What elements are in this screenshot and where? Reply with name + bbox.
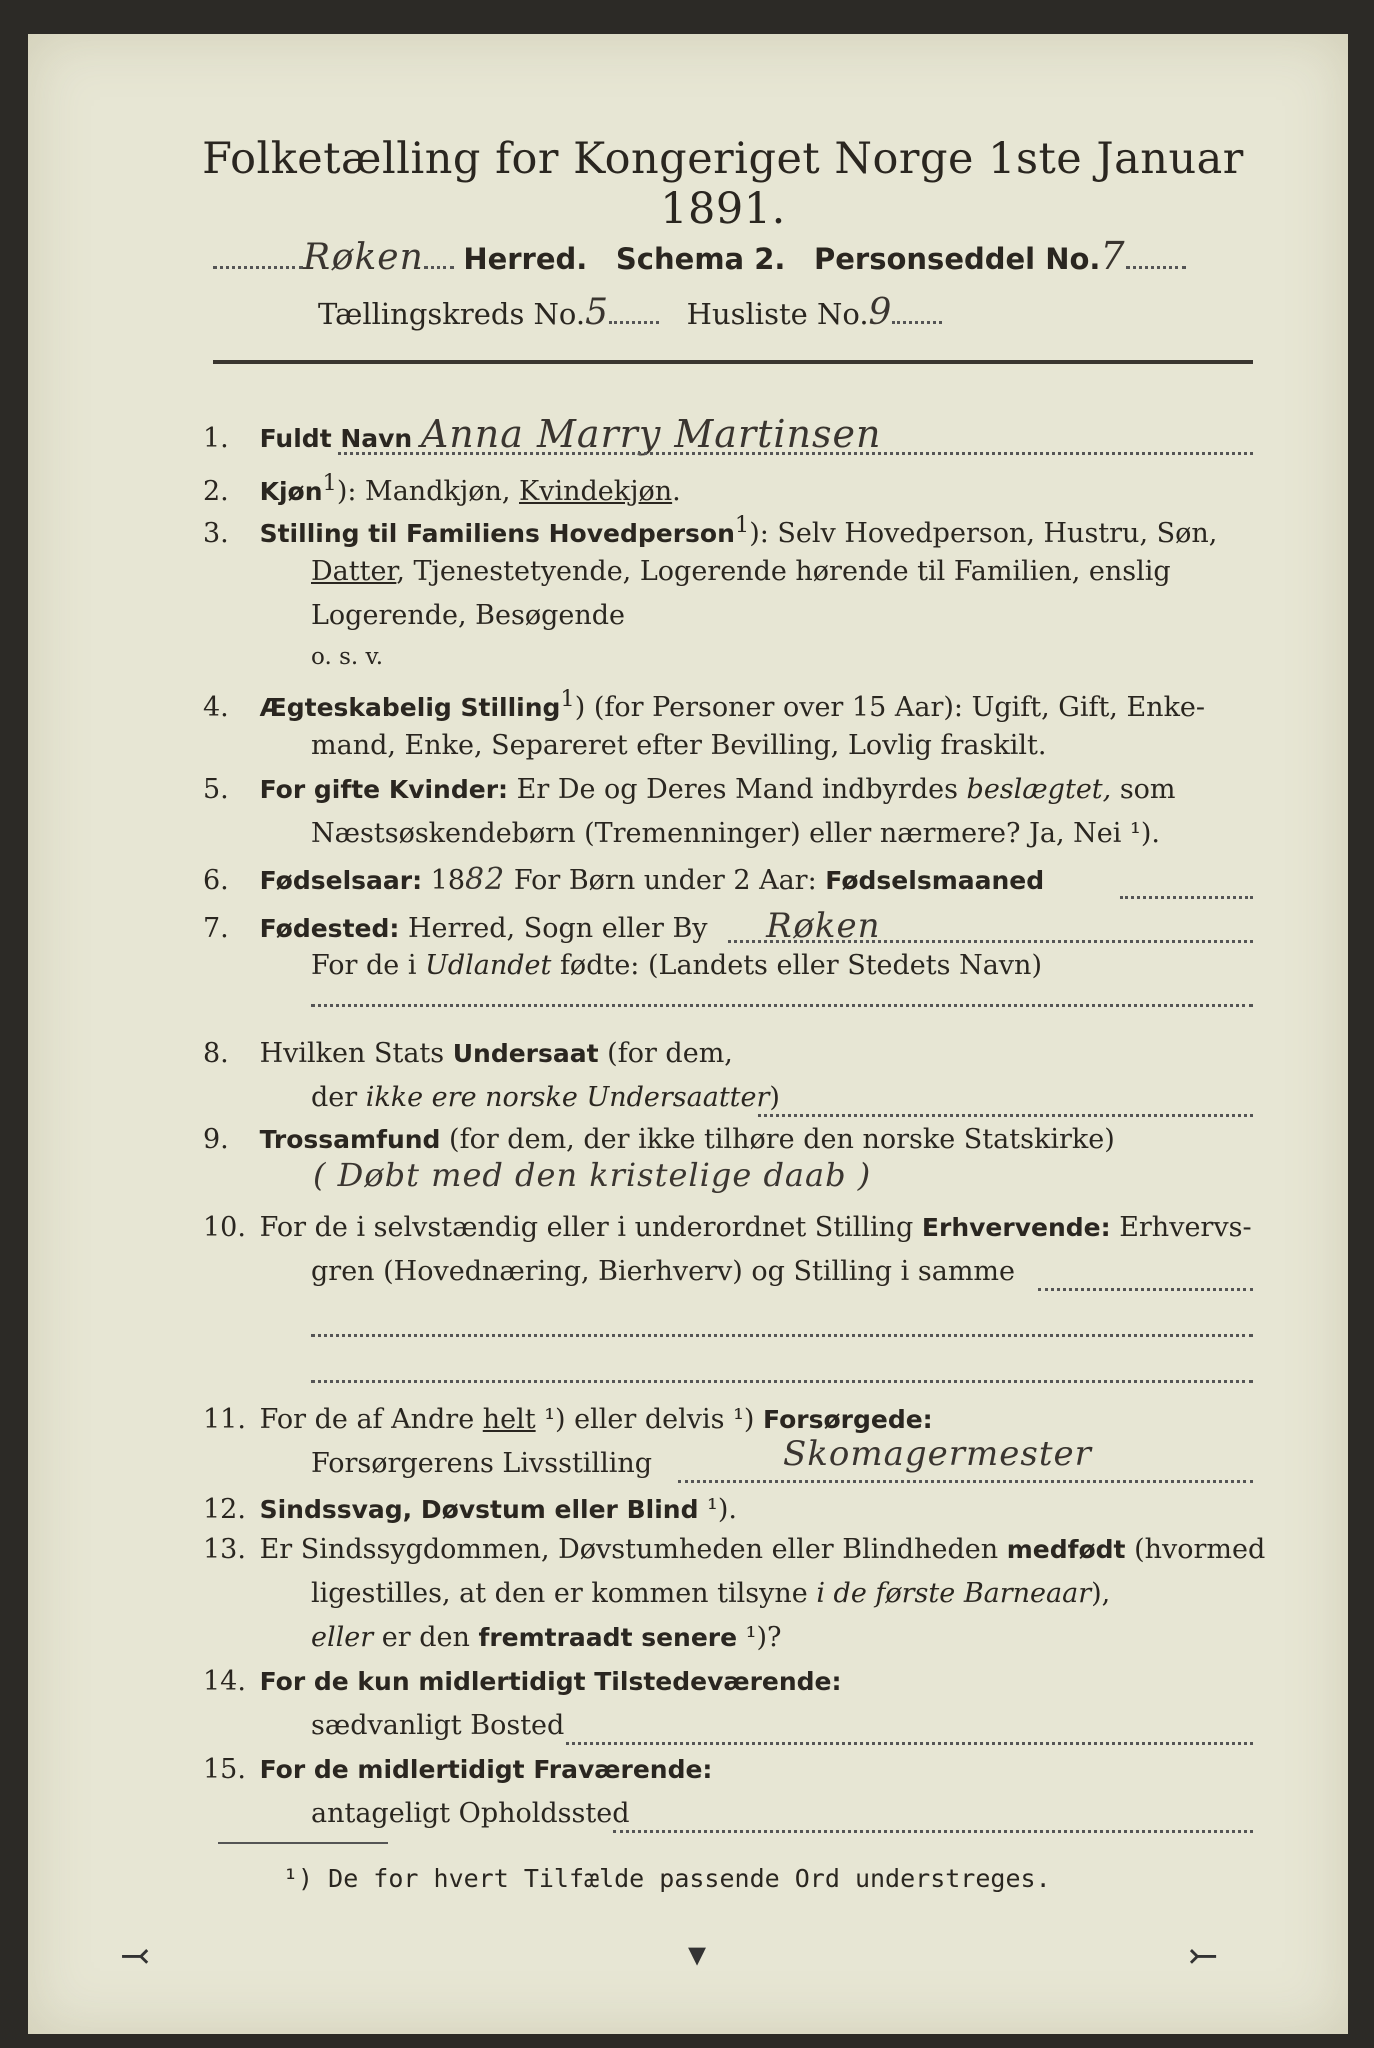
question-12: 12. Sindssvag, Døvstum eller Blind ¹). [203,1494,737,1525]
header-kreds-row [318,292,942,333]
provider-occupation-value: Skomagermester [783,1434,1092,1474]
form-title: Folketælling for Kongeriget Norge 1ste Januar 1891. [202,134,1244,234]
question-2: 2. Kjøn$^1$): Mandkjøn, Kvindekjøn. [203,470,681,507]
datter-underlined: Datter [311,556,397,587]
husliste-value: 9 [868,292,893,333]
header-herred-row [213,234,1186,278]
question-9: 9. Trossamfund (for dem, der ikke tilhøre den norske Statskirke) [203,1124,1115,1155]
name-dotted-line [338,452,1253,455]
birth-year-value: 82 [465,862,506,897]
herred-value: Røken [303,237,424,278]
helt-underlined: helt [482,1404,536,1435]
herred-label: Herred. [463,242,588,276]
question-13: 13. Er Sindssygdommen, Døvstumheden eller Blindheden medfødt (hvormed [203,1534,1266,1565]
footnote-rule [218,1842,388,1844]
religion-value: ( Døbt med den kristelige daab ) [313,1156,872,1194]
question-3: 3. Stilling til Familiens Hovedperson$^1$): Selv Hovedperson, Hustru, Søn, [203,512,1218,549]
personseddel-label: Personseddel No. [814,242,1101,276]
corner-mark-right: ⤚ [1188,1936,1219,1977]
question-5: 5. For gifte Kvinder: Er De og Deres Mand indbyrdes beslægtet, som [203,774,1176,805]
husliste-label: Husliste No. [686,297,869,331]
kvindekjon-underlined: Kvindekjøn [519,476,673,507]
question-3-line2: Datter, Tjenestetyende, Logerende hørende til Familien, enslig [311,556,1171,587]
corner-mark-center: ▾ [688,1934,707,1975]
question-15: 15. For de midlertidigt Fraværende: [203,1754,713,1785]
question-1: 1. Fuldt Navn Anna Marry Martinsen [203,412,882,456]
name-value: Anna Marry Martinsen [420,412,882,456]
question-8: 8. Hvilken Stats Undersaat (for dem, [203,1038,733,1069]
birthplace-value: Røken [766,906,881,946]
personseddel-value: 7 [1100,234,1126,278]
question-14: 14. For de kun midlertidigt Tilstedeværende: [203,1666,842,1697]
question-4: 4. Ægteskabelig Stilling$^1$) (for Personer over 15 Aar): Ugift, Gift, Enke- [203,686,1206,723]
question-6: 6. Fødselsaar: 1882 For Børn under 2 Aar: Fødselsmaaned [203,862,1045,897]
footnote: ¹) De for hvert Tilfælde passende Ord understreges. [283,1864,1051,1893]
kreds-label: Tællingskreds No. [318,297,586,331]
schema-label: Schema 2. [615,242,786,276]
kreds-value: 5 [585,292,610,333]
header-divider [213,360,1253,364]
name-label: Fuldt Navn [259,424,413,453]
question-10: 10. For de i selvstændig eller i underordnet Stilling Erhvervende: Erhvervs- [203,1212,1252,1243]
corner-mark-left: ⤙ [120,1936,151,1977]
census-form: Folketælling for Kongeriget Norge 1ste Januar 1891. Røken Herred. Schema 2. Personseddel No.7 Tællingskreds No.5 Husliste No.9 1. Fuldt Navn Anna Marry Martinsen 2. Kjøn$^1$): Mandkjøn, Kvindekjøn. 3. Stilling til Familiens Hovedperson$^1$): Selv Hovedperson, Hustru, Søn, Datter, Tjenestetyende, Logerende hørende til Familien, enslig Logerende, Besøgende o. s. v. 4. Ægteskabelig Stilling$^1$) (for Personer over 15 Aar): Ugift, Gift, Enke- mand, Enke, Separeret efter Bevilling, Lovlig fraskilt. 5. For gifte Kvinder: Er De og Deres Mand indbyrdes beslægtet, som Næstsøskendebørn (Tremenninger) eller nærmere? Ja, Nei ¹). 6. Fødselsaar: 1882 For Børn under 2 Aar: Fødselsmaaned 7. Fødested: Herred, Sogn eller By Røken For de i Udlandet fødte: (Landets eller Stedets Navn) 8. Hvilken Stats Undersaat (for dem, der ikke ere norske Undersaatter) 9. Trossamfund (for dem, der ikke tilhøre den norske Statskirke) ( Døbt med den kristelige daab ) 10. For de i selvstændig eller i underordnet Stilling Erhvervende: Erhvervs- gren (Hovednæring, Bierhverv) og Stilling i samme 11. For de af Andre helt ¹) eller delvis ¹) Forsørgede: Forsørgerens Livsstilling Skomagermester 12. Sindssvag, Døvstum eller Blind ¹). 13. Er Sindssygdommen, Døvstumheden eller Blindheden medfødt (hvormed ligestilles, at den er kommen tilsyne i de første Barneaar), eller er den fremtraadt senere ¹)? 14. For de kun midlertidigt Tilstedeværende: sædvanligt Bosted 15. For de midlertidigt Fraværende: antageligt Opholdssted ¹) De for hvert Tilfælde passende Ord understreges. ⤙ ▾ ⤚ [28,34,1348,2034]
question-7: 7. Fødested: Herred, Sogn eller By Røken [203,906,881,946]
question-11: 11. For de af Andre helt ¹) eller delvis ¹) Forsørgede: [203,1404,933,1435]
